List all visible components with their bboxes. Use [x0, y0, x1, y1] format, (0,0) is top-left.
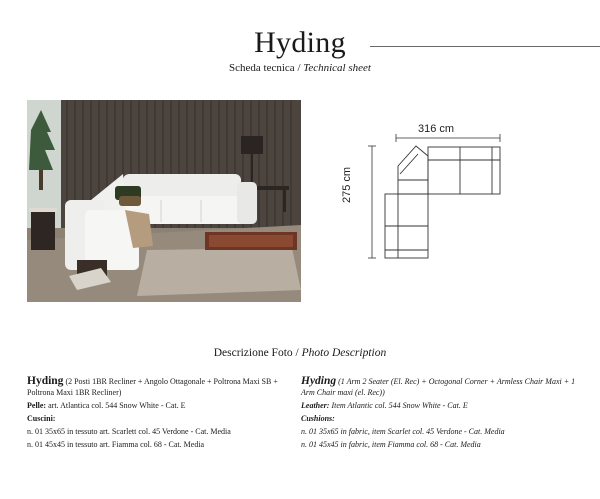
photo-title-separator: /	[292, 347, 302, 359]
photo-description-title	[0, 347, 600, 359]
composition-en	[301, 376, 581, 398]
subtitle-separator: /	[294, 62, 304, 74]
leather-it	[27, 400, 302, 411]
sofa-photo-illustration	[27, 100, 301, 302]
composition-it	[27, 376, 302, 398]
leather-label-en: Leather:	[301, 401, 330, 410]
page-subtitle	[0, 62, 600, 74]
dimension-diagram	[352, 118, 512, 268]
cushion-1-en: n. 01 35x65 in fabric, item Scarlet col. 45 Verdone - Cat. Media	[301, 427, 505, 436]
title-rule	[370, 46, 600, 47]
width-label: 316 cm	[418, 123, 455, 135]
depth-label: 275 cm	[341, 166, 353, 203]
description-italian	[27, 376, 302, 452]
sofa-plan-outline	[385, 146, 500, 258]
subtitle-it: Scheda tecnica	[229, 62, 295, 74]
subtitle-en: Technical sheet	[303, 62, 371, 74]
product-name-it: Hyding	[27, 375, 64, 387]
photo-title-it: Descrizione Foto	[213, 347, 293, 359]
description-english	[301, 376, 581, 452]
leather-label-it: Pelle:	[27, 401, 47, 410]
leather-en	[301, 400, 581, 411]
product-name-en: Hyding	[301, 375, 337, 387]
product-photo	[27, 100, 301, 302]
page-title: Hyding	[254, 26, 346, 59]
composition-text-en: (1 Arm 2 Seater (El. Rec) + Octogonal Corner + Armless Chair Maxi + 1 Arm Chair maxi (el. Rec))	[301, 377, 576, 397]
cushions-label-it: Cuscini:	[27, 414, 56, 423]
cushion-2-it: n. 01 45x45 in tessuto art. Fiamma col. 68 - Cat. Media	[27, 440, 205, 449]
cushion-2-en: n. 01 45x45 in fabric, item Fiamma col. 68 - Cat. Media	[301, 440, 481, 449]
composition-text-it: (2 Posti 1BR Recliner + Angolo Ottagonale + Poltrona Maxi SB + Poltrona Maxi 1BR Recliner)	[27, 377, 278, 397]
photo-title-en: Photo Description	[301, 347, 387, 359]
cushion-1-it: n. 01 35x65 in tessuto art. Scarlett col. 45 Verdone - Cat. Media	[27, 427, 231, 436]
leather-value-it: art. Atlantica col. 544 Snow White - Cat. E	[46, 401, 186, 410]
leather-value-en: Item Atlantic col. 544 Snow White - Cat. E	[329, 401, 468, 410]
cushions-label-en: Cushions:	[301, 414, 335, 423]
